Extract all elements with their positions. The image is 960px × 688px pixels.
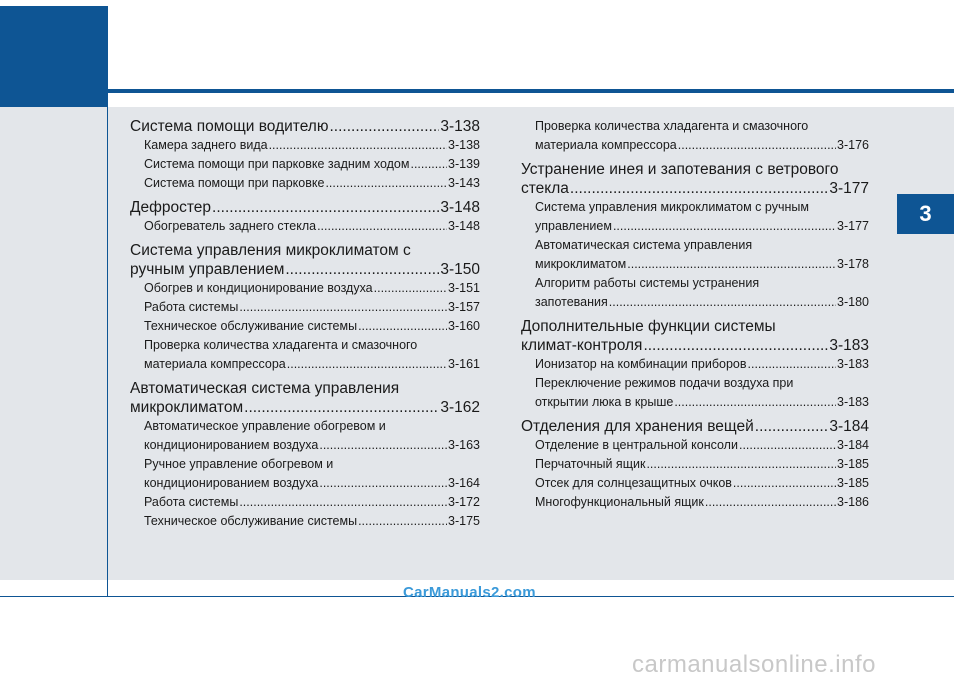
toc-leader-dots [358,317,447,336]
toc-subsection-entry[interactable] [521,136,869,155]
watermark-carmanualsonline[interactable]: carmanualsonline.info [632,651,876,678]
toc-subsection-entry[interactable] [130,436,480,455]
toc-subsection-entry: Проверка количества хладагента и смазочного [535,119,809,133]
toc-leader-dots [739,436,836,455]
toc-page-number: 3-176 [837,138,869,152]
toc-page-number: 3-164 [448,476,480,490]
toc-entry-title: Камера заднего вида [144,138,268,152]
toc-section-entry: Устранение инея и запотевания с ветрового [521,161,839,178]
toc-column-left [130,117,480,531]
toc-page-number: 3-185 [837,476,869,490]
toc-page-number: 3-178 [837,257,869,271]
toc-page-number: 3-162 [440,399,480,416]
toc-page-number: 3-160 [448,319,480,333]
toc-page-number: 3-138 [448,138,480,152]
toc-entry-title: открытии люка в крыше [535,395,674,409]
toc-subsection-entry[interactable] [130,217,480,236]
toc-entry-title: Обогрев и кондиционирование воздуха [144,281,373,295]
toc-subsection-entry[interactable] [130,474,480,493]
toc-entry-title: Система помощи при парковке [144,176,325,190]
toc-leader-dots [705,493,836,512]
toc-section-entry: Дополнительные функции системы [521,318,776,335]
toc-subsection-entry[interactable] [130,298,480,317]
chapter-number: 3 [919,201,932,226]
toc-entry-title: Работа системы [144,495,239,509]
toc-leader-dots [609,293,836,312]
toc-entry-title: Обогреватель заднего стекла [144,219,317,233]
toc-leader-dots [748,355,837,374]
toc-subsection-entry[interactable] [521,293,869,312]
toc-section-entry: Автоматическая система управления [130,380,400,397]
left-margin-strip [0,107,108,580]
toc-page-number: 3-151 [448,281,480,295]
toc-page-number: 3-175 [448,514,480,528]
toc-page-number: 3-185 [837,457,869,471]
toc-page-number: 3-138 [440,118,480,135]
toc-entry-title: микроклиматом [535,257,627,271]
toc-page-number: 3-150 [440,261,480,278]
toc-page-number: 3-177 [837,219,869,233]
toc-leader-dots [613,217,836,236]
toc-entry-title: Работа системы [144,300,239,314]
toc-subsection-entry[interactable] [130,317,480,336]
toc-subsection-entry[interactable] [130,355,480,374]
toc-page-number: 3-172 [448,495,480,509]
toc-entry-title: кондиционированием воздуха [144,438,319,452]
toc-column-right [521,117,869,512]
toc-entry-title: ручным управлением [130,261,285,278]
toc-leader-dots [674,393,836,412]
toc-subsection-entry: Автоматическое управление обогревом и [144,419,386,433]
toc-section-entry[interactable] [130,117,480,136]
toc-leader-dots [410,155,447,174]
toc-leader-dots [358,512,447,531]
toc-entry-title: Многофункциональный ящик [535,495,704,509]
chapter-corner-block [0,6,108,107]
toc-page-number: 3-148 [448,219,480,233]
toc-page-number: 3-148 [440,199,480,216]
toc-leader-dots [317,217,447,236]
toc-page-number: 3-183 [837,395,869,409]
header-rule [108,89,954,93]
toc-page-number: 3-163 [448,438,480,452]
toc-entry-title: Отделения для хранения вещей [521,418,754,435]
chapter-tab[interactable] [897,194,954,234]
toc-entry-title: Система помощи при парковке задним ходом [144,157,410,171]
toc-section-entry[interactable] [130,260,480,279]
toc-section-entry[interactable] [521,336,869,355]
toc-entry-title: Отсек для солнцезащитных очков [535,476,732,490]
toc-subsection-entry[interactable] [130,155,480,174]
toc-page-number: 3-184 [837,438,869,452]
toc-subsection-entry[interactable] [521,255,869,274]
toc-subsection-entry: Алгоритм работы системы устранения [535,276,760,290]
toc-leader-dots [329,117,439,136]
toc-entry-title: запотевания [535,295,608,309]
toc-subsection-entry: Переключение режимов подачи воздуха при [535,376,794,390]
toc-entry-title: Техническое обслуживание системы [144,514,358,528]
toc-section-entry: Система управления микроклиматом с [130,242,411,259]
toc-subsection-entry[interactable] [130,493,480,512]
toc-subsection-entry: Автоматическая система управления [535,238,753,252]
margin-rule [107,107,108,597]
toc-leader-dots [285,260,439,279]
toc-leader-dots [643,336,828,355]
toc-page-number: 3-184 [829,418,869,435]
toc-leader-dots [733,474,836,493]
toc-subsection-entry[interactable] [521,493,869,512]
toc-leader-dots [319,474,447,493]
toc-leader-dots [646,455,836,474]
toc-leader-dots [755,417,829,436]
toc-leader-dots [269,136,447,155]
toc-subsection-entry[interactable] [130,174,480,193]
toc-entry-title: Техническое обслуживание системы [144,319,358,333]
toc-leader-dots [374,279,447,298]
toc-page-number: 3-177 [829,180,869,197]
toc-page-number: 3-183 [829,337,869,354]
toc-subsection-entry[interactable] [130,136,480,155]
toc-leader-dots [570,179,828,198]
toc-subsection-entry[interactable] [521,217,869,236]
toc-leader-dots [319,436,447,455]
toc-page-number: 3-157 [448,300,480,314]
toc-subsection-entry: Ручное управление обогревом и [144,457,334,471]
toc-section-entry[interactable] [130,398,480,417]
toc-page-number: 3-143 [448,176,480,190]
toc-leader-dots [239,493,447,512]
toc-entry-title: Перчаточный ящик [535,457,646,471]
toc-page-number: 3-139 [448,157,480,171]
toc-subsection-entry[interactable] [521,393,869,412]
toc-entry-title: управлением [535,219,612,233]
toc-entry-title: Дефростер [130,199,212,216]
toc-leader-dots [325,174,447,193]
toc-entry-title: Система помощи водителю [130,118,329,135]
toc-subsection-entry: Проверка количества хладагента и смазочного [144,338,418,352]
toc-section-entry[interactable] [521,179,869,198]
toc-entry-title: материала компрессора [535,138,677,152]
toc-page-number: 3-161 [448,357,480,371]
toc-leader-dots [239,298,447,317]
toc-entry-title: микроклиматом [130,399,244,416]
toc-subsection-entry: Система управления микроклиматом с ручным [535,200,809,214]
toc-leader-dots [627,255,836,274]
toc-entry-title: материала компрессора [144,357,286,371]
toc-subsection-entry[interactable] [521,355,869,374]
toc-page-number: 3-186 [837,495,869,509]
toc-page-number: 3-183 [837,357,869,371]
toc-entry-title: стекла [521,180,569,197]
toc-section-entry[interactable] [521,417,869,436]
toc-leader-dots [212,198,439,217]
toc-subsection-entry[interactable] [521,436,869,455]
toc-subsection-entry[interactable] [130,279,480,298]
toc-leader-dots [244,398,439,417]
toc-section-entry[interactable] [130,198,480,217]
toc-entry-title: климат-контроля [521,337,643,354]
toc-leader-dots [678,136,836,155]
toc-subsection-entry[interactable] [521,474,869,493]
toc-leader-dots [287,355,447,374]
toc-subsection-entry[interactable] [521,455,869,474]
toc-page-number: 3-180 [837,295,869,309]
toc-entry-title: Ионизатор на комбинации приборов [535,357,747,371]
watermark-carmanuals[interactable]: CarManuals2.com [403,584,536,601]
toc-entry-title: Отделение в центральной консоли [535,438,738,452]
toc-subsection-entry[interactable] [130,512,480,531]
toc-entry-title: кондиционированием воздуха [144,476,319,490]
